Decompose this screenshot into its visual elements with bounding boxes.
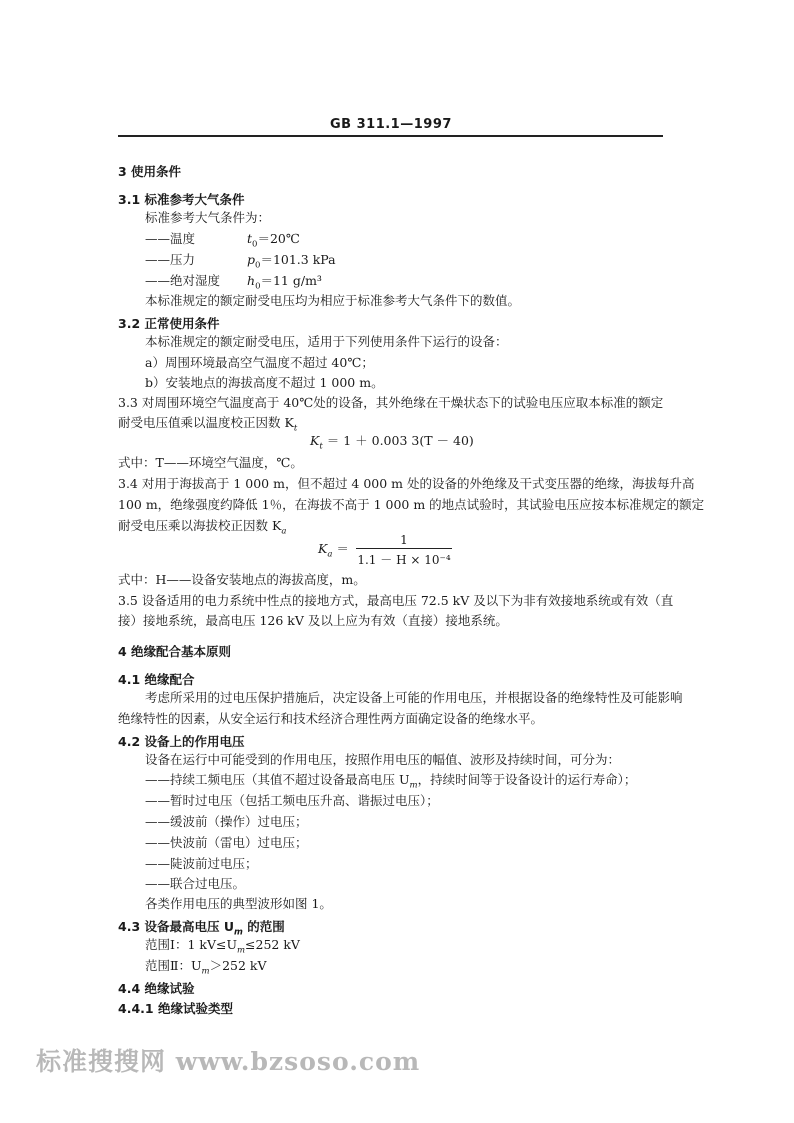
header-rule — [118, 135, 663, 137]
altitude-correction-numerator: 1 — [400, 533, 408, 547]
section-3-4-line2: 100 m，绝缘强度约降低 1％，在海拔不高于 1 000 m 的地点试验时，其试验电压应按本标准规定的额定 — [118, 497, 705, 512]
condition-temperature-value: $t_0=20℃$ — [247, 231, 300, 250]
voltage-range-2: 范围Ⅱ：$U_m>252$ kV — [145, 958, 267, 977]
section-3-1-note: 本标准规定的额定耐受电压均为相应于标准参考大气条件下的数值。 — [145, 293, 521, 308]
condition-pressure-value: $p_0=101.3$ kPa — [247, 252, 336, 271]
voltage-type-item: ——联合过电压。 — [145, 876, 246, 891]
section-3-3-line2: 耐受电压值乘以温度校正因数 $K_t$ — [118, 415, 298, 434]
section-4-title: 4 绝缘配合基本原则 — [118, 644, 232, 659]
section-3-3-line1: 3.3 对周围环境空气温度高于 40℃处的设备，其外绝缘在干燥状态下的试验电压应取本标准的额定 — [118, 395, 664, 410]
section-4-2-title: 4.2 设备上的作用电压 — [118, 734, 245, 749]
section-3-4-line1: 3.4 对用于海拔高于 1 000 m，但不超过 4 000 m 处的设备的外绝缘及干式变压器的绝缘，海拔每升高 — [118, 476, 695, 491]
site-watermark: 标准搜搜网 www.bzsoso.com — [36, 1047, 421, 1076]
section-4-2-intro: 设备在运行中可能受到的作用电压，按照作用电压的幅值、波形及持续时间，可分为： — [145, 752, 621, 767]
section-4-1-line2: 绝缘特性的因素，从安全运行和技术经济合理性两方面确定设备的绝缘水平。 — [118, 711, 544, 726]
altitude-correction-fraction-line — [356, 548, 452, 549]
section-3-title: 3 使用条件 — [118, 164, 182, 179]
section-3-2-item-a: a）周围环境最高空气温度不超过 40℃； — [145, 355, 374, 370]
condition-humidity-label: ——绝对湿度 — [145, 273, 221, 288]
temperature-correction-formula: $K_t = 1 + 0.003$ 3(T － 40) — [310, 433, 474, 452]
section-3-1-intro: 标准参考大气条件为： — [145, 210, 271, 225]
voltage-type-item: ——陡波前过电压； — [145, 856, 258, 871]
standard-number: GB 311.1—1997 — [330, 117, 452, 132]
section-4-1-title: 4.1 绝缘配合 — [118, 672, 195, 687]
section-3-4-line3: 耐受电压乘以海拔校正因数 $K_a$ — [118, 518, 287, 537]
section-3-2-title: 3.2 正常使用条件 — [118, 316, 220, 331]
voltage-type-item: ——快波前（雷电）过电压； — [145, 835, 308, 850]
section-4-4-title: 4.4 绝缘试验 — [118, 981, 195, 996]
section-3-2-item-b: b）安装地点的海拔高度不超过 1 000 m。 — [145, 375, 384, 390]
section-3-5-line2: 接）接地系统，最高电压 126 kV 及以上应为有效（直接）接地系统。 — [118, 613, 508, 628]
voltage-type-item: ——缓波前（操作）过电压； — [145, 814, 308, 829]
section-3-5-line1: 3.5 设备适用的电力系统中性点的接地方式，最高电压 72.5 kV 及以下为非有效接地系统或有效（直 — [118, 593, 674, 608]
section-3-4-where: 式中：H——设备安装地点的海拔高度，m。 — [118, 572, 366, 587]
condition-humidity-value: $h_0=11$ g/m³ — [247, 273, 322, 292]
voltage-range-1: 范围Ⅰ：1 $kV\le U_m\le 252$ kV — [145, 937, 300, 956]
voltage-type-item: ——暂时过电压（包括工频电压升高、谐振过电压）； — [145, 793, 439, 808]
condition-temperature-label: ——温度 — [145, 231, 196, 246]
condition-pressure-label: ——压力 — [145, 252, 196, 267]
section-3-3-where: 式中：T——环境空气温度，℃。 — [118, 455, 303, 470]
section-4-2-note: 各类作用电压的典型波形如图 1。 — [145, 896, 332, 911]
section-4-4-1-title: 4.4.1 绝缘试验类型 — [118, 1001, 233, 1016]
section-4-1-line1: 考虑所采用的过电压保护措施后，决定设备上可能的作用电压，并根据设备的绝缘特性及可能影响 — [145, 690, 683, 705]
voltage-type-item: ——持续工频电压（其值不超过设备最高电压 $U_m$，持续时间等于设备设计的运行寿命）； — [145, 772, 637, 791]
section-3-1-title: 3.1 标准参考大气条件 — [118, 192, 245, 207]
section-4-3-title: 4.3 设备最高电压 $U_m$ 的范围 — [118, 919, 285, 938]
altitude-correction-lhs: $K_a$ ＝ — [318, 541, 349, 560]
altitude-correction-denominator: 1.1 － H × 10⁻⁴ — [357, 553, 451, 567]
section-3-2-intro: 本标准规定的额定耐受电压，适用于下列使用条件下运行的设备： — [145, 334, 508, 349]
